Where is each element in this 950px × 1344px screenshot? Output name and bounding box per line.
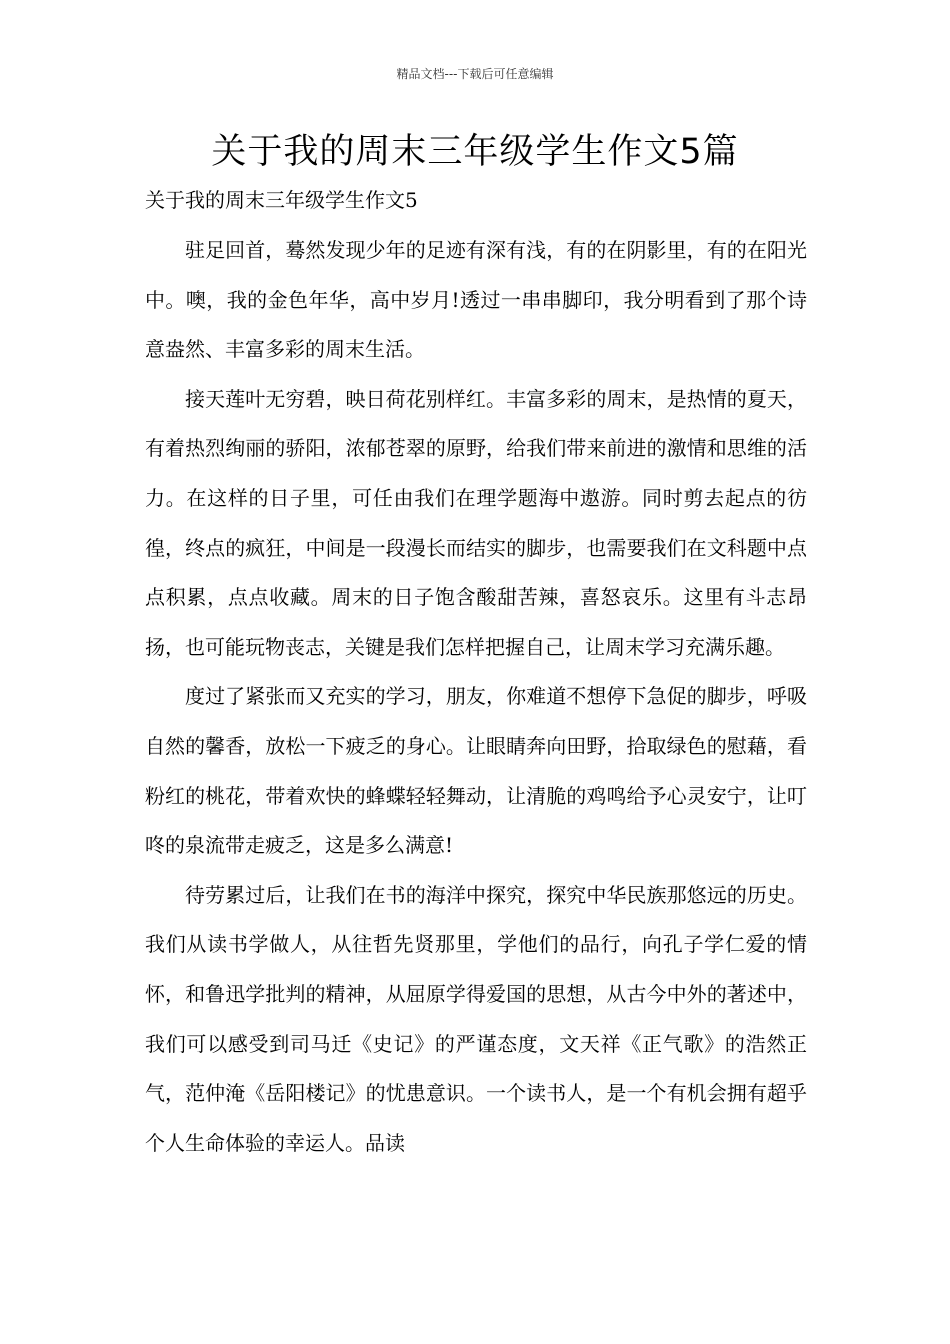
- paragraph: 驻足回首，蓦然发现少年的足迹有深有浅，有的在阴影里，有的在阳光中。噢，我的金色年华，高中岁月!透过一串串脚印，我分明看到了那个诗意盎然、丰富多彩的周末生活。: [145, 238, 807, 362]
- document-subtitle: 关于我的周末三年级学生作文5: [145, 188, 418, 212]
- paragraph: 接天莲叶无穷碧，映日荷花别样红。丰富多彩的周末，是热情的夏天，有着热烈绚丽的骄阳，浓郁苍翠的原野，给我们带来前进的激情和思维的活力。在这样的日子里，可任由我们在理学题海中遨游。同时剪去起点的彷徨，终点的疯狂，中间是一段漫长而结实的脚步，也需要我们在文科题中点点积累，点点收藏。周末的日子饱含酸甜苦辣，喜怒哀乐。这里有斗志昂扬，也可能玩物丧志，关键是我们怎样把握自己，让周末学习充满乐趣。: [145, 386, 807, 659]
- header-note: 精品文档---下载后可任意编辑: [396, 67, 554, 81]
- document-title: 关于我的周末三年级学生作文5篇: [211, 132, 739, 172]
- document-body: [145, 226, 807, 1168]
- paragraph: 待劳累过后，让我们在书的海洋中探究，探究中华民族那悠远的历史。我们从读书学做人，从往哲先贤那里，学他们的品行，向孔子学仁爱的情怀，和鲁迅学批判的精神，从屈原学得爱国的思想，从古今中外的著述中，我们可以感受到司马迁《史记》的严谨态度，文天祥《正气歌》的浩然正气，范仲淹《岳阳楼记》的忧患意识。一个读书人，是一个有机会拥有超乎个人生命体验的幸运人。品读: [145, 882, 807, 1155]
- paragraph: 度过了紧张而又充实的学习，朋友，你难道不想停下急促的脚步，呼吸自然的馨香，放松一下疲乏的身心。让眼睛奔向田野，拾取绿色的慰藉，看粉红的桃花，带着欢快的蜂蝶轻轻舞动，让清脆的鸡鸣给予心灵安宁，让叮咚的泉流带走疲乏，这是多么满意!: [145, 684, 807, 858]
